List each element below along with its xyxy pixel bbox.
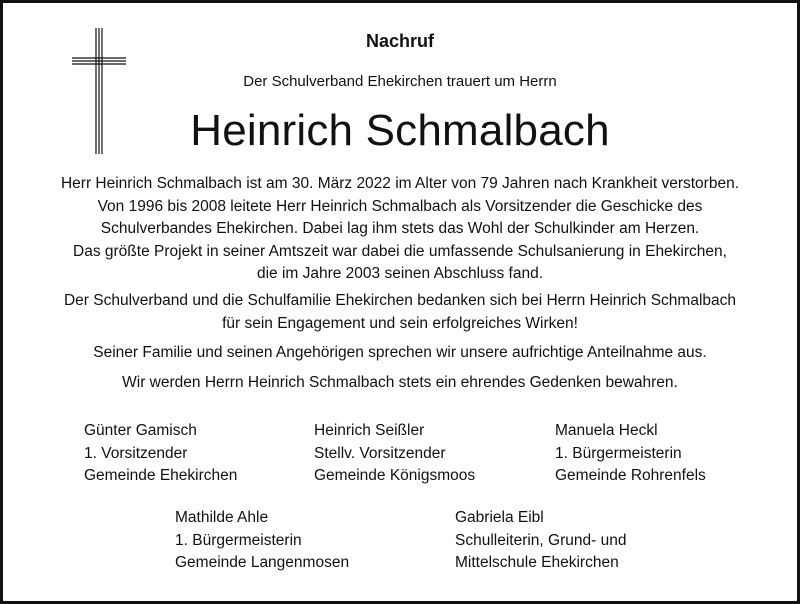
signatory-name: Manuela Heckl [555,422,658,439]
signatory-role: Schulleiterin, Grund- und [455,531,627,549]
signatory-organization: Gemeinde Rohrenfels [555,467,706,484]
signatory-heckl [555,420,706,488]
paragraph-biography [20,173,780,286]
paragraph-condolence [20,342,780,365]
signatory-organization: Gemeinde Ehekirchen [84,467,238,484]
paragraph-line: Herr Heinrich Schmalbach ist am 30. März 2022 im Alter von 79 Jahren nach Krankheit verstorben. [60,175,739,192]
obituary-heading: Nachruf [365,31,434,51]
signatory-role: 1. Bürgermeisterin [175,531,302,549]
paragraph-remembrance [20,372,780,395]
deceased-name: Heinrich Schmalbach [190,106,610,155]
signatory-role: 1. Vorsitzender [84,444,188,462]
signatory-role: Stellv. Vorsitzender [314,444,446,462]
paragraph-line: Wir werden Herrn Heinrich Schmalbach stets ein ehrendes Gedenken bewahren. [122,374,678,391]
signatory-name: Heinrich Seißler [314,422,425,439]
signatory-name: Günter Gamisch [84,422,197,439]
signatory-name: Gabriela Eibl [455,509,544,526]
paragraph-line: Seiner Familie und seinen Angehörigen sprechen wir unsere aufrichtige Anteilnahme aus. [93,344,707,361]
signatory-seissler [314,420,475,488]
signatory-organization: Gemeinde Königsmoos [314,467,476,484]
signatory-name: Mathilde Ahle [175,509,269,526]
paragraph-line: die im Jahre 2003 seinen Abschluss fand. [256,265,544,282]
paragraph-line: Von 1996 bis 2008 leitete Herr Heinrich Schmalbach als Vorsitzender die Geschicke des [97,197,703,215]
signatory-organization: Gemeinde Langenmosen [175,554,350,571]
signatory-eibl [455,507,626,575]
signatory-organization: Mittelschule Ehekirchen [455,554,619,571]
paragraph-line: Der Schulverband und die Schulfamilie Ehekirchen bedanken sich bei Herrn Heinrich Schmalbach [63,292,737,309]
paragraph-line: Schulverbandes Ehekirchen. Dabei lag ihm stets das Wohl der Schulkinder am Herzen. [100,220,700,237]
paragraph-line: Das größte Projekt in seiner Amtszeit war dabei die umfassende Schulsanierung in Ehekirchen, [73,242,727,260]
obituary-subheading: Der Schulverband Ehekirchen trauert um Herrn [243,73,557,90]
paragraph-line: für sein Engagement und sein erfolgreiches Wirken! [222,314,578,332]
signatory-role: 1. Bürgermeisterin [555,444,682,462]
paragraph-thanks [20,290,780,335]
signatory-gamisch [84,420,237,488]
signatory-ahle [175,507,349,575]
